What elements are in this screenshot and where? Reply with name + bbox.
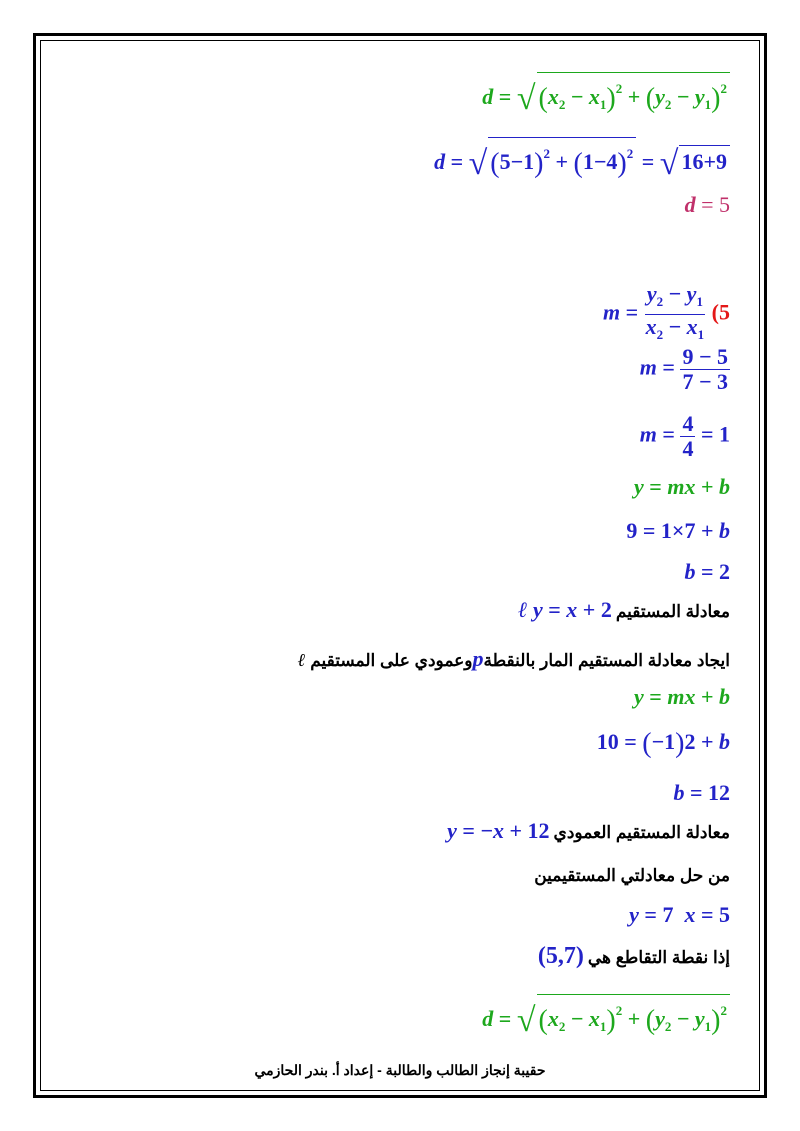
perpendicular-task-label-2: وعمودي على المستقيم <box>310 651 473 670</box>
intersection-row <box>538 943 730 970</box>
line-form: y = mx + b <box>634 474 730 499</box>
intersection-point: (5,7) <box>537 943 584 969</box>
x-value: 5 <box>719 902 730 927</box>
perp-equation-row: y = −x + 12 معادلة المستقيم العمودي <box>447 818 730 843</box>
page-border-inner <box>40 40 760 1091</box>
perpendicular-task-label: ايجاد معادلة المستقيم المار بالنقطة <box>483 651 730 670</box>
solution-values: y = 7 x = 5 <box>629 902 730 927</box>
intercept-result: b = 2 <box>684 559 730 584</box>
line-symbol: ℓ <box>297 650 306 670</box>
distance-substituted: d = √ $(5-1)^2 + (1-4)^2$ = √ 16+9 <box>434 137 730 183</box>
perp-line-form: y = mx + b <box>634 684 730 709</box>
distance-value: 5 <box>719 192 730 217</box>
perp-intercept-value: 12 <box>708 780 730 805</box>
perpendicular-task-row <box>298 646 730 672</box>
slope-substituted: m = $\frac{9 - 5}{7 - 3}$ <box>639 344 728 394</box>
distance-formula: d = √ $(x_2 - x_1)^2 + (y_2 - y_1)^2$ <box>482 72 730 121</box>
line-equation-label: معادلة المستقيم <box>615 602 730 621</box>
line-substituted: 9 = 1×7 + b <box>626 518 730 543</box>
y-value: 7 <box>662 902 674 927</box>
line-equation-row: ℓ y = x + 2 معادلة المستقيم <box>518 597 730 622</box>
page-footer: حقيبة إنجاز الطالب والطالبة - إعداد أ. بندر الحازمي <box>254 1062 546 1078</box>
perp-substituted: 10 = (−1)2 + b <box>596 728 730 759</box>
intercept-value: 2 <box>719 559 730 584</box>
slope-formula: m = $\frac{y_2 - y_1}{x_2 - x_1}$ (5 <box>602 281 730 342</box>
slope-result: m = $\frac{4}{4}$ = 1 <box>639 411 730 461</box>
point-symbol: p <box>472 646 484 671</box>
sum-under-root: 16+9 <box>679 145 730 178</box>
distance-result: d = 5 <box>684 192 730 217</box>
slope-value: 1 <box>719 421 730 447</box>
distance-formula-2: d = √ $(x_2 - x_1)^2 + (y_2 - y_1)^2$ <box>482 994 730 1043</box>
perp-equation-label: معادلة المستقيم العمودي <box>553 823 730 842</box>
perp-intercept-result: b = 12 <box>673 780 730 805</box>
intersection-label: إذا نقطة التقاطع هي <box>587 948 730 967</box>
solve-label: من حل معادلتي المستقيمين <box>534 866 730 885</box>
